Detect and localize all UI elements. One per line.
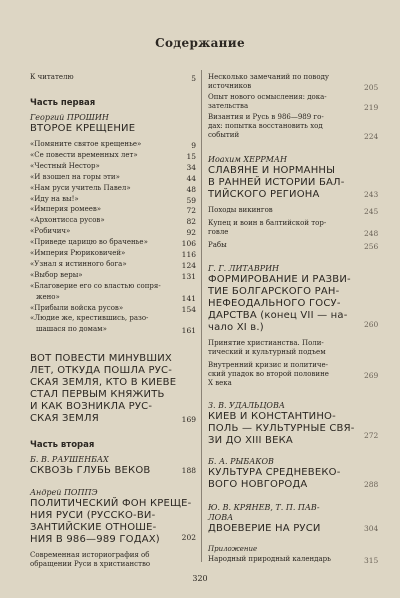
list-item: «И взошел на горы эти» [30, 172, 120, 181]
list-item: «Иду на вы!» [30, 194, 79, 203]
herrmann-line-1: СЛАВЯНЕ И НОРМАННЫ [208, 165, 336, 176]
intro-page: 5 [191, 74, 196, 83]
coda-line-2: ЛЕТ, ОТКУДА ПОШЛА РУС- [30, 365, 173, 376]
rybakov-author: Б. А. РЫБАКОВ [208, 457, 274, 466]
list-item: «Империя ромеев» [30, 205, 102, 214]
litavrin-sub-1b: тический и культурный подъем [208, 348, 326, 356]
litavrin-line-3: НЕФЕОДАЛЬНОГО ГОСУ- [208, 298, 341, 309]
list-item-page: 9 [191, 141, 196, 150]
list-item: «Нам руси учитель Павел» [30, 183, 131, 192]
poppe-sub-5c: событий [208, 131, 240, 139]
poppe-sub-3b: источников [208, 82, 252, 90]
list-item-page: 82 [186, 217, 196, 227]
udaltsova-line-1: КИЕВ И КОНСТАНТИНО- [208, 411, 336, 422]
part1-heading: Часть первая [30, 98, 96, 108]
list-item: «Благоверие его со властью сопря- [30, 281, 161, 290]
right-page-269: 269 [364, 371, 379, 380]
appendix-label: Приложение [208, 545, 258, 553]
kryanev-author-2: ЛОВА [208, 513, 234, 522]
rybakov-line-2: ВОГО НОВГОРОДА [208, 479, 308, 490]
list-item: «Империя Рюриковичей» [30, 249, 126, 257]
right-page-224: 224 [364, 132, 379, 141]
list-item-page: 131 [181, 271, 196, 281]
herrmann-sub-2: Купец и воин в балтийской тор- [208, 219, 327, 227]
poppe-line-4: НИЯ В 986—989 ГОДАХ) [30, 534, 160, 545]
page-title: Содержание [155, 36, 245, 50]
litavrin-sub-2c: X века [208, 379, 232, 387]
poppe-page: 202 [181, 533, 196, 542]
herrmann-sub-1: Походы викингов [208, 206, 273, 214]
list-item: «Помяните святое крещенье» [30, 140, 142, 148]
right-page-243: 243 [364, 190, 379, 199]
litavrin-line-2: ТИЕ БОЛГАРСКОГО РАН- [208, 286, 340, 297]
udaltsova-author: З. В. УДАЛЬЦОВА [208, 401, 285, 410]
list-item-page: 15 [186, 151, 196, 161]
litavrin-sub-2b: ский упадок во второй половине [208, 370, 329, 378]
herrmann-sub-2b: говле [208, 228, 229, 236]
column-divider [201, 70, 202, 562]
right-page-256: 256 [364, 242, 379, 251]
footer-page-number: 320 [192, 574, 208, 583]
coda-line-3: СКАЯ ЗЕМЛЯ, КТО В КИЕВЕ [30, 377, 177, 388]
poppe-author: Андрей ПОППЭ [30, 488, 98, 497]
litavrin-line-1: ФОРМИРОВАНИЕ И РАЗВИ- [208, 274, 351, 285]
list-item: «Архонтисса русов» [30, 216, 105, 225]
poppe-line-1: ПОЛИТИЧЕСКИЙ ФОН КРЕЩЕ- [30, 498, 192, 509]
coda-line-6: СКАЯ ЗЕМЛЯ [30, 413, 99, 424]
right-page-245: 245 [364, 207, 379, 216]
list-item: «Людие же, крестившись, разо- [30, 314, 149, 323]
list-item-page: 161 [181, 326, 196, 336]
raushenbakh-work: СКВОЗЬ ГЛУБЬ ВЕКОВ [30, 465, 151, 476]
herrmann-line-3: ТИЙСКОГО РЕГИОНА [208, 189, 320, 200]
udaltsova-line-2: ПОЛЬ — КУЛЬТУРНЫЕ СВЯ- [208, 423, 355, 434]
coda-page: 169 [181, 415, 196, 424]
list-item-page: 72 [186, 206, 196, 216]
udaltsova-line-3: ЗИ ДО XIII ВЕКА [208, 435, 293, 446]
right-page-272: 272 [364, 431, 379, 440]
list-item: «Робичич» [30, 227, 71, 236]
raushenbakh-author: Б. В. РАУШЕНБАХ [30, 455, 109, 464]
poppe-sub-2: обращении Руси в христианство [30, 560, 151, 568]
list-item-page: 141 [181, 293, 196, 303]
part2-heading: Часть вторая [30, 440, 95, 450]
litavrin-line-5: чало XI в.) [208, 322, 264, 333]
list-item-page: 106 [181, 239, 196, 249]
herrmann-line-2: В РАННЕЙ ИСТОРИИ БАЛ- [208, 177, 345, 188]
litavrin-sub-1: Принятие христианства. Поли- [208, 339, 324, 347]
coda-line-4: СТАЛ ПЕРВЫМ КНЯЖИТЬ [30, 389, 165, 400]
list-item-page: 59 [186, 195, 196, 205]
coda-line-5: И КАК ВОЗНИКЛА РУС- [30, 401, 153, 412]
poppe-sub-4: Опыт нового осмысления: дока- [208, 93, 327, 101]
list-item: «Узнал я истинного бога» [30, 259, 127, 268]
herrmann-author: Иоахим ХЕРРМАН [208, 155, 287, 164]
right-page-248: 248 [364, 229, 379, 238]
right-page-205: 205 [364, 83, 379, 92]
list-item: «Се повести временных лет» [30, 150, 138, 159]
list-item-page: 92 [186, 228, 196, 238]
list-item-page: 48 [186, 184, 196, 194]
litavrin-author: Г. Г. ЛИТАВРИН [208, 264, 280, 273]
litavrin-sub-2: Внутренний кризис и политиче- [208, 361, 329, 369]
herrmann-sub-3: Рабы [208, 241, 227, 249]
list-item-page: 34 [186, 162, 196, 172]
right-page-260: 260 [364, 320, 379, 329]
rybakov-line-1: КУЛЬТУРА СРЕДНЕВЕКО- [208, 467, 341, 478]
poppe-sub-4b: зательства [208, 102, 249, 110]
part1-work: ВТОРОЕ КРЕЩЕНИЕ [30, 123, 136, 134]
right-page-219: 219 [364, 103, 379, 112]
list-item: шашася по домам» [36, 325, 107, 334]
poppe-sub-1: Современная историография об [30, 551, 150, 559]
list-item: «Прибыли войска русов» [30, 303, 124, 312]
litavrin-line-4: ДАРСТВА (конец VII — на- [208, 310, 348, 321]
intro-label: К читателю [30, 73, 74, 81]
right-page-288: 288 [364, 480, 379, 489]
right-page-304: 304 [364, 524, 379, 533]
list-item: «Приведе царицю во браченье» [30, 238, 148, 247]
list-item-page: 154 [181, 304, 196, 314]
poppe-sub-5b: дах: попытка восстановить ход [208, 122, 323, 130]
coda-line-1: ВОТ ПОВЕСТИ МИНУВШИХ [30, 353, 172, 364]
appendix-item: Народный природный календарь [208, 555, 331, 563]
kryanev-work: ДВОЕВЕРИЕ НА РУСИ [208, 523, 321, 534]
poppe-line-2: НИЯ РУСИ (РУССКО-ВИ- [30, 510, 156, 521]
list-item-page: 116 [181, 250, 196, 259]
poppe-sub-5: Византия и Русь в 986—989 го- [208, 113, 324, 121]
part1-author: Георгий ПРОШИН [30, 113, 109, 122]
kryanev-author: Ю. В. КРЯНЕВ, Т. П. ПАВ- [208, 503, 320, 512]
right-page-315: 315 [364, 556, 379, 565]
raushenbakh-page: 188 [181, 466, 196, 475]
list-item: жено» [36, 292, 60, 301]
list-item-page: 44 [186, 173, 196, 183]
poppe-line-3: ЗАНТИЙСКИЕ ОТНОШЕ- [30, 522, 157, 533]
list-item: «Честный Нестор» [30, 161, 100, 170]
list-item: «Выбор веры» [30, 270, 83, 279]
list-item-page: 124 [181, 260, 196, 270]
poppe-sub-3: Несколько замечаний по поводу [208, 73, 329, 81]
